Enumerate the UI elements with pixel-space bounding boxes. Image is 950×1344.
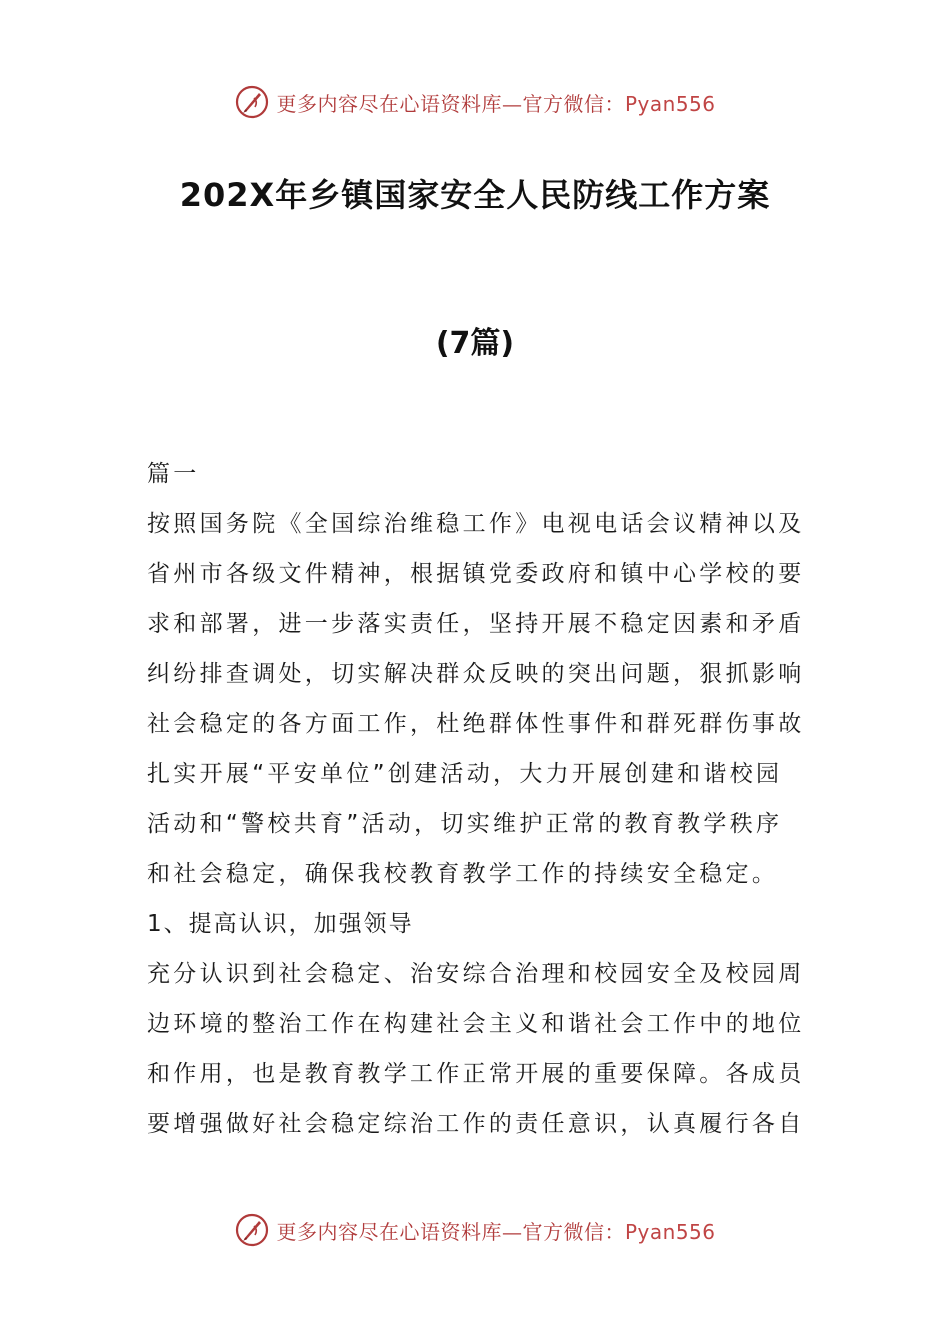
watermark-handle: Pyan556 [624, 91, 716, 116]
header-watermark [0, 80, 950, 124]
body-line: 纠纷排查调处，切实解决群众反映的突出问题，狠抓影响 [147, 661, 805, 687]
body-line: 充分认识到社会稳定、治安综合治理和校园安全及校园周 [147, 961, 805, 987]
body-line: 社会稳定的各方面工作，杜绝群体性事件和群死群伤事故 [147, 711, 805, 737]
watermark-handle: Pyan556 [624, 1219, 716, 1244]
watermark-text: 更多内容尽在心语资料库—官方微信：Pyan556 [276, 91, 716, 116]
body-line: 扎实开展“平安单位”创建活动，大力开展创建和谐校园 [147, 761, 783, 787]
body-line: 省州市各级文件精神，根据镇党委政府和镇中心学校的要 [147, 561, 805, 587]
document-body [147, 454, 807, 1154]
quill-pen-logo-icon [234, 84, 270, 120]
body-line: 和作用，也是教育教学工作正常开展的重要保障。各成员 [147, 1061, 805, 1087]
body-line: 边环境的整治工作在构建社会主义和谐社会工作中的地位 [147, 1011, 805, 1037]
body-line: 求和部署，进一步落实责任，坚持开展不稳定因素和矛盾 [147, 611, 805, 637]
body-line: 和社会稳定，确保我校教育教学工作的持续安全稳定。 [147, 861, 779, 887]
document-subtitle: (7篇) [435, 326, 515, 361]
section-heading: 篇一 [147, 461, 200, 487]
body-line: 要增强做好社会稳定综治工作的责任意识，认真履行各自 [147, 1111, 805, 1137]
watermark-text: 更多内容尽在心语资料库—官方微信：Pyan556 [276, 1219, 716, 1244]
quill-pen-logo-icon [234, 1212, 270, 1248]
body-line: 按照国务院《全国综治维稳工作》电视电话会议精神以及 [147, 511, 805, 537]
body-line: 活动和“警校共育”活动，切实维护正常的教育教学秩序 [147, 811, 783, 837]
subsection-heading: 1、提高认识，加强领导 [147, 911, 414, 937]
footer-watermark [0, 1208, 950, 1252]
document-title: 202X年乡镇国家安全人民防线工作方案 [179, 176, 771, 214]
